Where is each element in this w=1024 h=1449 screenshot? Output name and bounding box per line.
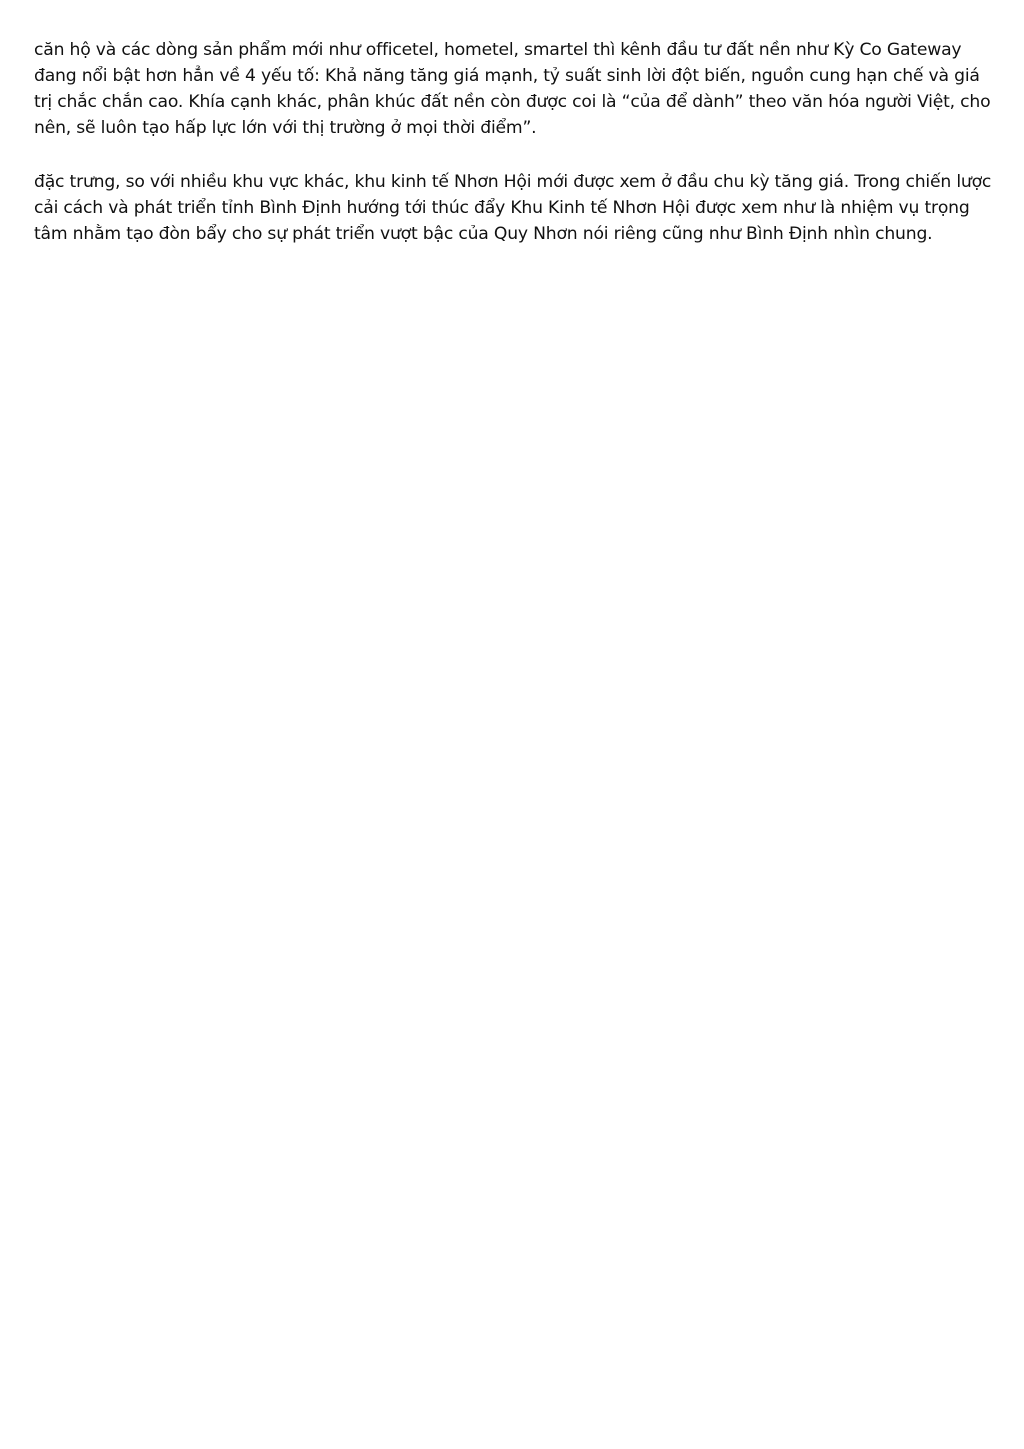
paragraph: căn hộ và các dòng sản phẩm mới như officetel, hometel, smartel thì kênh đầu tư đất nền như Kỳ Co Gateway đang nổi bật hơn hẳn về 4 yếu tố: Khả năng tăng giá mạnh, tỷ suất sinh lời đột biến, nguồn cung hạn chế và giá trị chắc chắn cao. Khía cạnh khác, phân khúc đất nền còn được coi là “của để dành” theo văn hóa người Việt, cho nên, sẽ luôn tạo hấp lực lớn với thị trường ở mọi thời điểm”. bbox=[34, 40, 991, 138]
paragraph: đặc trưng, so với nhiều khu vực khác, khu kinh tế Nhơn Hội mới được xem ở đầu chu kỳ tăng giá. Trong chiến lược cải cách và phát triển tỉnh Bình Định hướng tới thúc đẩy Khu Kinh tế Nhơn Hội được xem như là nhiệm vụ trọng tâm nhằm tạo đòn bẩy cho sự phát triển vượt bậc của Quy Nhơn nói riêng cũng như Bình Định nhìn chung. bbox=[34, 172, 992, 244]
document-body bbox=[34, 37, 996, 247]
